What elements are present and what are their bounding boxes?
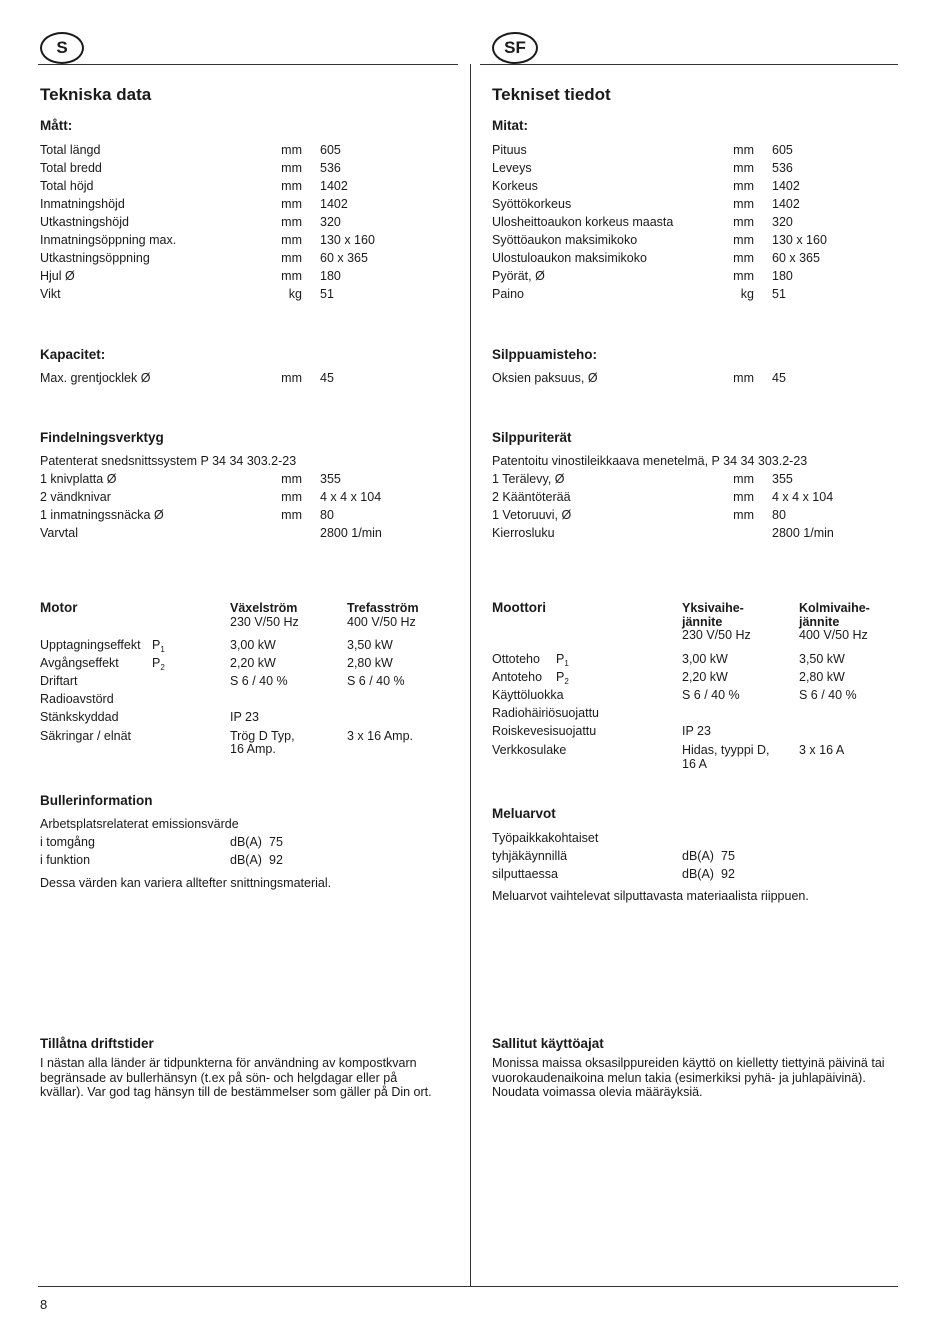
row-unit: mm xyxy=(733,215,754,229)
row-unit: mm xyxy=(733,197,754,211)
row-value: 1402 xyxy=(772,179,800,193)
row-value: 130 x 160 xyxy=(320,233,375,247)
language-badge-swedish: S xyxy=(40,32,84,64)
row-unit: mm xyxy=(733,251,754,265)
noise-intro: Työpaikkakohtaiset xyxy=(492,831,599,845)
row-label: Total bredd xyxy=(40,161,102,175)
row-unit: mm xyxy=(733,472,754,486)
row-unit: dB(A) xyxy=(682,849,714,863)
row-value-1phase: 3,00 kW xyxy=(682,652,728,666)
row-value: 536 xyxy=(320,161,341,175)
row-unit: mm xyxy=(281,143,302,157)
row-label: Stänkskyddad xyxy=(40,710,119,724)
row-value-3phase: S 6 / 40 % xyxy=(347,674,405,688)
capacity-heading: Kapacitet: xyxy=(40,347,106,362)
row-label: Paino xyxy=(492,287,524,301)
row-value-3phase: S 6 / 40 % xyxy=(799,688,857,702)
row-value: 320 xyxy=(320,215,341,229)
row-unit: mm xyxy=(733,490,754,504)
hours-text xyxy=(40,1056,460,1100)
row-value-1phase: Trög D Typ, xyxy=(230,729,295,743)
row-unit: mm xyxy=(733,233,754,247)
row-label: i funktion xyxy=(40,853,91,867)
row-value: 60 x 365 xyxy=(772,251,820,265)
row-value-1phase: IP 23 xyxy=(230,710,259,724)
row-unit: dB(A) xyxy=(230,853,262,867)
noise-note: Meluarvot vaihtelevat silputtavasta materiaalista riippuen. xyxy=(492,889,809,903)
row-unit: mm xyxy=(281,179,302,193)
row-value-1phase: S 6 / 40 % xyxy=(230,674,288,688)
row-unit: mm xyxy=(733,161,754,175)
row-value: 92 xyxy=(269,853,283,867)
noise-heading: Meluarvot xyxy=(492,806,556,821)
row-label: Hjul Ø xyxy=(40,269,75,283)
row-value: 1402 xyxy=(320,179,348,193)
tools-heading: Silppuriterät xyxy=(492,430,572,445)
motor-col1-heading: Växelström xyxy=(230,601,298,615)
motor-col1-heading-line: jännite xyxy=(682,615,723,629)
row-value: 1402 xyxy=(320,197,348,211)
row-label: Vikt xyxy=(40,287,61,301)
row-unit: kg xyxy=(740,287,754,301)
row-label: Ulostuloaukon maksimikoko xyxy=(492,251,647,265)
row-label: 1 knivplatta Ø xyxy=(40,472,117,486)
row-value-1phase: 2,20 kW xyxy=(230,656,276,670)
row-label: 2 vändknivar xyxy=(40,490,111,504)
row-value: 51 xyxy=(772,287,786,301)
row-unit: mm xyxy=(281,251,302,265)
row-label: Syöttökorkeus xyxy=(492,197,572,211)
row-unit: mm xyxy=(281,490,302,504)
row-value-1phase: IP 23 xyxy=(682,724,711,738)
row-value-3phase: 3 x 16 A xyxy=(799,743,845,757)
row-value: 60 x 365 xyxy=(320,251,368,265)
noise-note: Dessa värden kan variera alltefter snittningsmaterial. xyxy=(40,876,332,890)
row-value: 75 xyxy=(721,849,735,863)
row-label: Pyörät, Ø xyxy=(492,269,545,283)
row-value: 45 xyxy=(772,371,786,385)
motor-col2-heading: Trefasström xyxy=(347,601,419,615)
row-label: Upptagningseffekt xyxy=(40,638,141,652)
row-label: Varvtal xyxy=(40,526,78,540)
row-value: 75 xyxy=(269,835,283,849)
row-unit: mm xyxy=(281,472,302,486)
motor-heading: Motor xyxy=(40,600,78,615)
row-label: Ulosheittoaukon korkeus maasta xyxy=(492,215,674,229)
row-value: 130 x 160 xyxy=(772,233,827,247)
hours-heading: Sallitut käyttöajat xyxy=(492,1036,604,1051)
row-label: Verkkosulake xyxy=(492,743,567,757)
power-symbol: $P_2$ xyxy=(152,656,165,672)
row-label: Radiohäiriösuojattu xyxy=(492,706,600,720)
hours-line: Monissa maissa oksasilppureiden käyttö on kielletty tiettyinä päivinä tai xyxy=(492,1056,885,1070)
row-label: Radioavstörd xyxy=(40,692,114,706)
row-unit: mm xyxy=(733,143,754,157)
row-label: Antoteho xyxy=(492,670,543,684)
row-value: 355 xyxy=(772,472,793,486)
row-unit: kg xyxy=(288,287,302,301)
hours-text xyxy=(492,1056,912,1100)
motor-col2-heading-line: jännite xyxy=(799,615,840,629)
page-title-swedish: Tekniska data xyxy=(40,85,152,104)
row-value-1phase-cont: 16 Amp. xyxy=(230,742,276,756)
header-rule-left xyxy=(38,64,458,65)
row-value: 320 xyxy=(772,215,793,229)
row-value: 92 xyxy=(721,867,735,881)
row-value: 1402 xyxy=(772,197,800,211)
hours-line: vuorokaudenaikoina melun takia (esimerkiksi pyhä- ja juhlapäivinä). xyxy=(492,1070,866,1085)
row-value: 355 xyxy=(320,472,341,486)
row-value-1phase: 2,20 kW xyxy=(682,670,728,684)
motor-col1-heading xyxy=(682,601,744,629)
row-label: 1 inmatningssnäcka Ø xyxy=(40,508,164,522)
row-value: 605 xyxy=(772,143,793,157)
header-rule-right xyxy=(480,64,898,65)
row-unit: mm xyxy=(733,371,754,385)
hours-heading: Tillåtna driftstider xyxy=(40,1036,154,1051)
hours-line: Noudata voimassa olevia määräyksiä. xyxy=(492,1085,703,1099)
row-unit: mm xyxy=(281,371,302,385)
row-label: Ottoteho xyxy=(492,652,540,666)
row-value-1phase: 3,00 kW xyxy=(230,638,276,652)
row-value: 2800 1/min xyxy=(772,526,834,540)
motor-col2-heading-line: Kolmivaihe- xyxy=(799,601,870,615)
row-label: Utkastningsöppning xyxy=(40,251,150,265)
tools-intro: Patentoitu vinostileikkaava menetelmä, P 34 34 303.2-23 xyxy=(492,454,808,468)
row-unit: mm xyxy=(281,508,302,522)
row-unit: mm xyxy=(281,197,302,211)
row-label: Inmatningshöjd xyxy=(40,197,125,211)
row-value-1phase: S 6 / 40 % xyxy=(682,688,740,702)
row-unit: mm xyxy=(733,179,754,193)
row-unit: dB(A) xyxy=(230,835,262,849)
motor-col2-voltage: 400 V/50 Hz xyxy=(347,615,416,629)
row-label: i tomgång xyxy=(40,835,95,849)
row-label: Utkastningshöjd xyxy=(40,215,129,229)
row-label: Max. grentjocklek Ø xyxy=(40,371,151,385)
motor-col1-voltage: 230 V/50 Hz xyxy=(230,615,299,629)
row-value: 45 xyxy=(320,371,334,385)
row-value: 80 xyxy=(320,508,334,522)
row-label: 1 Terälevy, Ø xyxy=(492,472,565,486)
dimensions-heading: Mått: xyxy=(40,118,73,133)
row-label: Oksien paksuus, Ø xyxy=(492,371,598,385)
row-label: Leveys xyxy=(492,161,532,175)
capacity-heading: Silppuamisteho: xyxy=(492,347,598,362)
dimensions-heading: Mitat: xyxy=(492,118,528,133)
noise-intro: Arbetsplatsrelaterat emissionsvärde xyxy=(40,817,239,831)
power-symbol: $P_2$ xyxy=(556,670,569,686)
row-label: 2 Kääntöterää xyxy=(492,490,571,504)
power-symbol: $P_1$ xyxy=(556,652,569,668)
motor-col2-voltage: 400 V/50 Hz xyxy=(799,628,868,642)
row-unit: mm xyxy=(281,161,302,175)
row-value: 4 x 4 x 104 xyxy=(772,490,834,504)
row-label: Kierrosluku xyxy=(492,526,555,540)
row-label: Roiskevesisuojattu xyxy=(492,724,597,738)
row-value: 4 x 4 x 104 xyxy=(320,490,382,504)
hours-line: kvällar). Var god tag hänsyn till de bestämmelser som gäller på Din ort. xyxy=(40,1085,432,1099)
row-value-3phase: 3 x 16 Amp. xyxy=(347,729,414,743)
row-value: 2800 1/min xyxy=(320,526,382,540)
row-value-3phase: 3,50 kW xyxy=(347,638,393,652)
power-symbol: $P_1$ xyxy=(152,638,165,654)
noise-heading: Bullerinformation xyxy=(40,793,153,808)
motor-col2-heading xyxy=(799,601,870,629)
hours-line: begränsade av bullerhänsyn (t.ex på sön- och helgdagar eller på xyxy=(40,1070,398,1085)
row-value: 180 xyxy=(772,269,793,283)
row-label: Total längd xyxy=(40,143,101,157)
row-value: 80 xyxy=(772,508,786,522)
row-value-1phase: Hidas, tyyppi D, xyxy=(682,743,770,757)
row-unit: mm xyxy=(281,269,302,283)
page-number: 8 xyxy=(40,1297,48,1312)
row-unit: dB(A) xyxy=(682,867,714,881)
row-label: Korkeus xyxy=(492,179,538,193)
row-value-3phase: 2,80 kW xyxy=(347,656,393,670)
tools-heading: Findelningsverktyg xyxy=(40,430,164,445)
row-value: 536 xyxy=(772,161,793,175)
row-label: Syöttöaukon maksimikoko xyxy=(492,233,638,247)
row-value-3phase: 2,80 kW xyxy=(799,670,845,684)
row-value-3phase: 3,50 kW xyxy=(799,652,845,666)
row-label: Inmatningsöppning max. xyxy=(40,233,177,247)
motor-heading: Moottori xyxy=(492,600,546,615)
row-unit: mm xyxy=(281,233,302,247)
row-label: silputtaessa xyxy=(492,867,559,881)
column-divider xyxy=(470,64,471,1286)
row-label: Säkringar / elnät xyxy=(40,729,132,743)
page-title-finnish: Tekniset tiedot xyxy=(492,85,611,104)
row-label: Avgångseffekt xyxy=(40,656,119,670)
row-value: 605 xyxy=(320,143,341,157)
row-label: Total höjd xyxy=(40,179,94,193)
footer-rule xyxy=(38,1286,898,1287)
tools-intro: Patenterat snedsnittssystem P 34 34 303.2-23 xyxy=(40,454,297,468)
row-label: Pituus xyxy=(492,143,527,157)
row-label: 1 Vetoruuvi, Ø xyxy=(492,508,572,522)
language-badge-finnish: SF xyxy=(492,32,538,64)
row-value: 180 xyxy=(320,269,341,283)
motor-col1-heading-line: Yksivaihe- xyxy=(682,601,744,615)
row-label: Käyttöluokka xyxy=(492,688,564,702)
row-unit: mm xyxy=(733,508,754,522)
motor-col1-voltage: 230 V/50 Hz xyxy=(682,628,751,642)
row-label: Driftart xyxy=(40,674,78,688)
row-unit: mm xyxy=(733,269,754,283)
row-label: tyhjäkäynnillä xyxy=(492,849,568,863)
row-value: 51 xyxy=(320,287,334,301)
hours-line: I nästan alla länder är tidpunkterna för användning av kompostkvarn xyxy=(40,1056,417,1070)
row-unit: mm xyxy=(281,215,302,229)
row-value-1phase-cont: 16 A xyxy=(682,757,708,771)
